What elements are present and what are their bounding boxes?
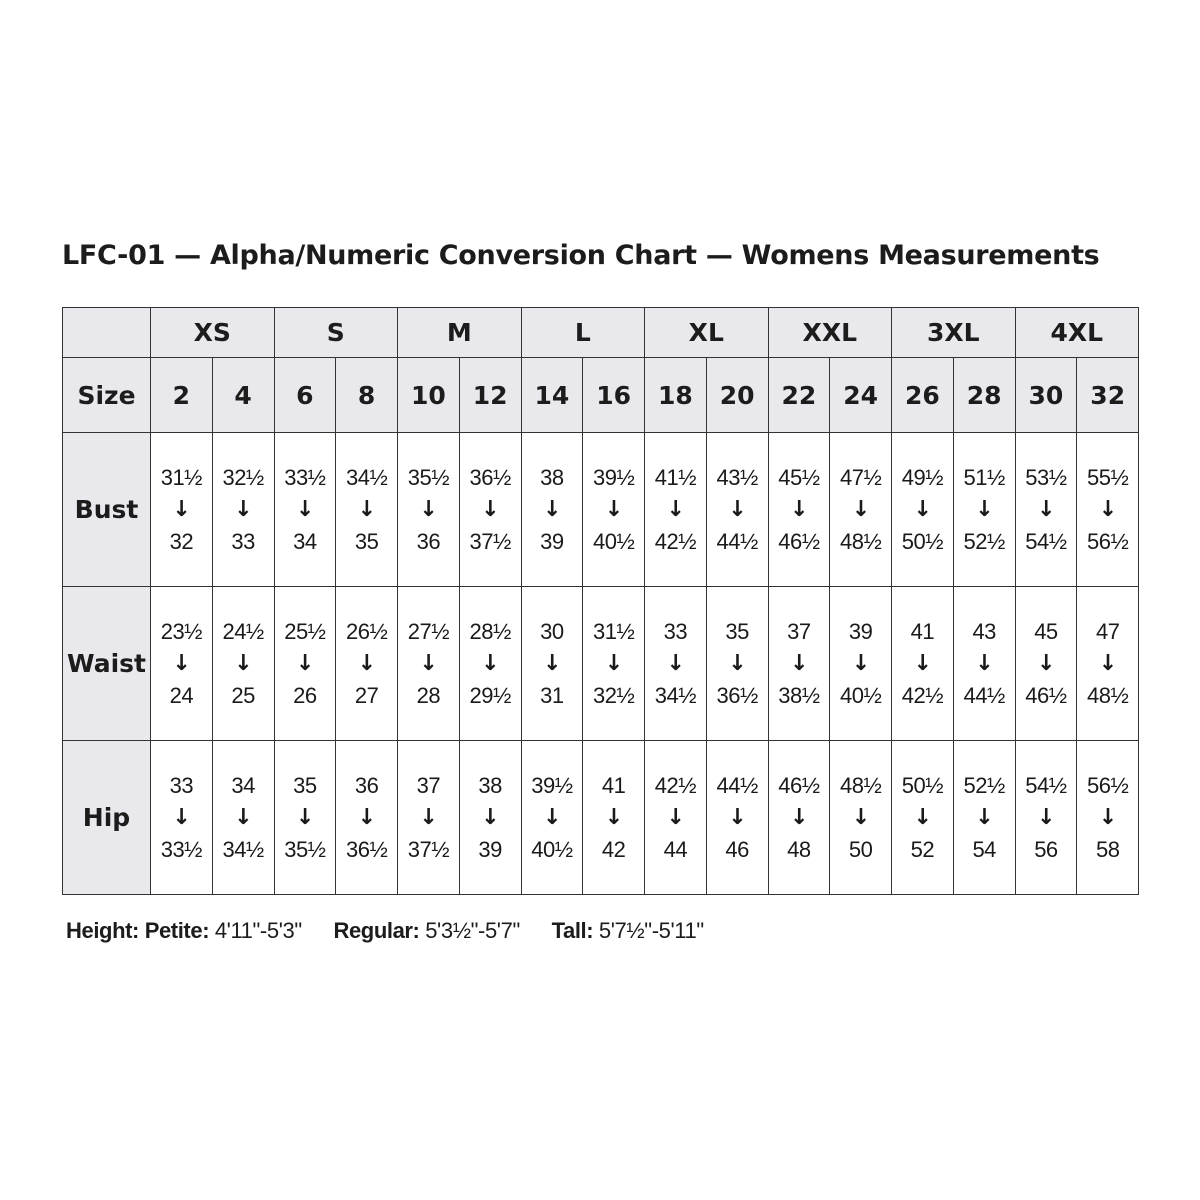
measurement-range-cell (1077, 433, 1139, 587)
arrow-down-icon: ↓ (172, 496, 191, 522)
arrow-down-icon: ↓ (357, 804, 376, 830)
range-min: 34 (231, 772, 255, 798)
range-min: 41 (601, 772, 626, 798)
arrow-down-icon: ↓ (789, 804, 808, 830)
measurement-range-cell (1015, 433, 1077, 587)
numeric-size-header: 22 (768, 358, 830, 433)
measurement-range-cell (953, 587, 1015, 741)
range-max: 38½ (778, 682, 820, 708)
range-min: 47 (1095, 618, 1120, 644)
range-max: 48½ (840, 528, 882, 554)
range-min: 43½ (716, 464, 758, 490)
alpha-size-header: 4XL (1015, 308, 1139, 358)
range-max: 36½ (716, 682, 758, 708)
arrow-down-icon: ↓ (419, 650, 438, 676)
numeric-size-header: 28 (953, 358, 1015, 433)
range-max: 32 (169, 528, 194, 554)
measurement-range-cell (459, 587, 521, 741)
range-min: 33 (169, 772, 194, 798)
numeric-size-header: 14 (521, 358, 583, 433)
measurement-range-cell (212, 433, 274, 587)
alpha-size-header: M (398, 308, 522, 358)
measurement-range-cell (768, 433, 830, 587)
range-min: 50½ (901, 772, 944, 798)
range-min: 51½ (963, 464, 1005, 490)
range-max: 34½ (654, 682, 697, 708)
range-max: 54½ (1025, 528, 1067, 554)
measurement-range-cell (645, 433, 707, 587)
range-max: 52½ (963, 528, 1005, 554)
range-min: 55½ (1087, 464, 1129, 490)
range-max: 37½ (407, 836, 450, 862)
range-min: 41½ (654, 464, 697, 490)
range-min: 34½ (345, 464, 388, 490)
numeric-size-header: 4 (212, 358, 274, 433)
range-max: 58 (1095, 836, 1120, 862)
range-max: 52 (910, 836, 935, 862)
arrow-down-icon: ↓ (975, 496, 994, 522)
height-label: Height: (66, 918, 139, 943)
arrow-down-icon: ↓ (604, 496, 623, 522)
measurement-range-cell (212, 741, 274, 895)
range-max: 26 (293, 682, 317, 708)
measurement-range-cell (274, 433, 336, 587)
measurement-range-cell (768, 741, 830, 895)
alpha-size-header: S (274, 308, 398, 358)
measurement-range-cell (830, 741, 892, 895)
measurement-range-cell (645, 587, 707, 741)
arrow-down-icon: ↓ (295, 804, 314, 830)
range-max: 48 (787, 836, 811, 862)
measurement-range-cell (459, 741, 521, 895)
measurement-range-cell (892, 741, 954, 895)
measurement-range-cell (151, 433, 213, 587)
arrow-down-icon: ↓ (295, 496, 314, 522)
measurement-range-cell (706, 741, 768, 895)
numeric-size-header: 16 (583, 358, 645, 433)
petite-value: 4'11"-5'3" (214, 918, 302, 943)
range-min: 52½ (963, 772, 1005, 798)
range-max: 33½ (160, 836, 203, 862)
range-max: 36 (416, 528, 441, 554)
measurement-range-cell (830, 587, 892, 741)
measurement-range-cell (892, 587, 954, 741)
range-min: 33½ (284, 464, 326, 490)
measurement-label: Waist (63, 587, 151, 741)
numeric-size-header: 12 (459, 358, 521, 433)
measurement-range-cell (151, 741, 213, 895)
alpha-size-header: 3XL (892, 308, 1016, 358)
measurement-range-cell (1015, 741, 1077, 895)
arrow-down-icon: ↓ (789, 650, 808, 676)
range-min: 56½ (1087, 772, 1129, 798)
range-max: 36½ (345, 836, 388, 862)
arrow-down-icon: ↓ (1036, 804, 1055, 830)
range-min: 26½ (345, 618, 388, 644)
range-max: 46½ (1025, 682, 1067, 708)
range-max: 27 (354, 682, 379, 708)
arrow-down-icon: ↓ (481, 650, 500, 676)
range-max: 42½ (901, 682, 944, 708)
numeric-size-header: 10 (398, 358, 460, 433)
regular-value: 5'3½"-5'7" (425, 918, 520, 943)
measurement-range-cell (336, 741, 398, 895)
arrow-down-icon: ↓ (1098, 496, 1117, 522)
range-min: 41 (910, 618, 935, 644)
range-max: 48½ (1087, 682, 1129, 708)
range-max: 35 (354, 528, 379, 554)
range-min: 38 (540, 464, 564, 490)
range-max: 24 (169, 682, 194, 708)
arrow-down-icon: ↓ (666, 496, 685, 522)
numeric-size-header-row (63, 358, 1139, 433)
range-max: 56½ (1087, 528, 1129, 554)
height-footnote (66, 918, 704, 944)
arrow-down-icon: ↓ (604, 804, 623, 830)
range-min: 30 (540, 618, 564, 644)
alpha-size-header-row (63, 308, 1139, 358)
arrow-down-icon: ↓ (419, 804, 438, 830)
range-max: 39 (540, 528, 564, 554)
range-min: 53½ (1025, 464, 1067, 490)
range-max: 32½ (592, 682, 635, 708)
numeric-size-header: 30 (1015, 358, 1077, 433)
measurement-range-cell (212, 587, 274, 741)
numeric-size-header: 26 (892, 358, 954, 433)
arrow-down-icon: ↓ (851, 650, 870, 676)
range-min: 39½ (592, 464, 635, 490)
measurement-range-cell (1077, 741, 1139, 895)
alpha-size-header: XS (151, 308, 275, 358)
range-min: 54½ (1025, 772, 1067, 798)
measurement-range-cell (336, 433, 398, 587)
measurement-range-cell (151, 587, 213, 741)
measurement-range-cell (706, 587, 768, 741)
range-max: 46 (725, 836, 749, 862)
measurement-range-cell (583, 587, 645, 741)
measurement-label: Hip (63, 741, 151, 895)
range-max: 46½ (778, 528, 820, 554)
petite-label: Petite: (144, 918, 210, 943)
arrow-down-icon: ↓ (728, 804, 747, 830)
measurement-range-cell (274, 587, 336, 741)
range-max: 44½ (963, 682, 1005, 708)
arrow-down-icon: ↓ (357, 650, 376, 676)
range-max: 44½ (716, 528, 758, 554)
size-row-label: Size (63, 358, 151, 433)
arrow-down-icon: ↓ (295, 650, 314, 676)
range-min: 38 (478, 772, 502, 798)
measurement-range-cell (336, 587, 398, 741)
range-max: 40½ (531, 836, 573, 862)
arrow-down-icon: ↓ (234, 804, 253, 830)
range-max: 42½ (654, 528, 697, 554)
regular-label: Regular: (333, 918, 420, 943)
measurement-range-cell (953, 741, 1015, 895)
range-max: 29½ (469, 682, 511, 708)
arrow-down-icon: ↓ (234, 650, 253, 676)
range-min: 37 (416, 772, 441, 798)
arrow-down-icon: ↓ (1036, 650, 1055, 676)
range-min: 47½ (840, 464, 882, 490)
alpha-size-header: XL (645, 308, 769, 358)
range-max: 37½ (469, 528, 511, 554)
range-max: 44 (663, 836, 688, 862)
measurement-label: Bust (63, 433, 151, 587)
measurement-range-cell (953, 433, 1015, 587)
measurement-range-cell (521, 587, 583, 741)
range-min: 31½ (592, 618, 635, 644)
arrow-down-icon: ↓ (789, 496, 808, 522)
range-min: 23½ (160, 618, 203, 644)
range-max: 25 (231, 682, 255, 708)
range-max: 40½ (840, 682, 882, 708)
range-min: 24½ (222, 618, 264, 644)
tall-label: Tall: (551, 918, 594, 943)
arrow-down-icon: ↓ (357, 496, 376, 522)
range-max: 35½ (284, 836, 326, 862)
measurement-range-cell (521, 741, 583, 895)
range-max: 42 (601, 836, 626, 862)
arrow-down-icon: ↓ (1098, 804, 1117, 830)
range-min: 31½ (160, 464, 203, 490)
arrow-down-icon: ↓ (542, 496, 561, 522)
range-max: 54 (972, 836, 996, 862)
measurement-range-cell (398, 433, 460, 587)
range-max: 31 (540, 682, 564, 708)
arrow-down-icon: ↓ (542, 650, 561, 676)
range-max: 50 (848, 836, 873, 862)
range-max: 56 (1034, 836, 1058, 862)
measurement-range-cell (768, 587, 830, 741)
arrow-down-icon: ↓ (1036, 496, 1055, 522)
range-max: 34 (293, 528, 317, 554)
arrow-down-icon: ↓ (975, 804, 994, 830)
range-min: 42½ (654, 772, 697, 798)
range-min: 45½ (778, 464, 820, 490)
range-max: 34½ (222, 836, 264, 862)
range-min: 35 (293, 772, 317, 798)
range-max: 33 (231, 528, 255, 554)
range-min: 28½ (469, 618, 511, 644)
arrow-down-icon: ↓ (1098, 650, 1117, 676)
arrow-down-icon: ↓ (666, 804, 685, 830)
range-min: 36 (354, 772, 379, 798)
range-min: 33 (663, 618, 688, 644)
arrow-down-icon: ↓ (975, 650, 994, 676)
arrow-down-icon: ↓ (481, 804, 500, 830)
measurement-range-cell (274, 741, 336, 895)
measurement-row-waist (63, 587, 1139, 741)
measurement-range-cell (583, 741, 645, 895)
range-min: 39½ (531, 772, 573, 798)
measurement-range-cell (459, 433, 521, 587)
range-min: 32½ (222, 464, 264, 490)
numeric-size-header: 6 (274, 358, 336, 433)
size-conversion-table (62, 307, 1139, 895)
measurement-range-cell (1077, 587, 1139, 741)
chart-title: LFC-01 — Alpha/Numeric Conversion Chart — Womens Measurements (62, 240, 1100, 271)
arrow-down-icon: ↓ (666, 650, 685, 676)
range-min: 49½ (901, 464, 944, 490)
arrow-down-icon: ↓ (419, 496, 438, 522)
numeric-size-header: 8 (336, 358, 398, 433)
arrow-down-icon: ↓ (913, 496, 932, 522)
range-min: 43 (972, 618, 996, 644)
range-min: 37 (787, 618, 811, 644)
range-max: 50½ (901, 528, 944, 554)
arrow-down-icon: ↓ (604, 650, 623, 676)
range-min: 46½ (778, 772, 820, 798)
measurement-range-cell (892, 433, 954, 587)
arrow-down-icon: ↓ (542, 804, 561, 830)
numeric-size-header: 24 (830, 358, 892, 433)
measurement-range-cell (521, 433, 583, 587)
measurement-range-cell (1015, 587, 1077, 741)
range-max: 40½ (592, 528, 635, 554)
alpha-size-header: XXL (768, 308, 892, 358)
range-min: 25½ (284, 618, 326, 644)
range-min: 35 (725, 618, 749, 644)
measurement-range-cell (398, 587, 460, 741)
range-max: 39 (478, 836, 502, 862)
arrow-down-icon: ↓ (913, 804, 932, 830)
corner-cell (63, 308, 151, 358)
measurement-range-cell (706, 433, 768, 587)
measurement-range-cell (645, 741, 707, 895)
range-min: 35½ (407, 464, 450, 490)
arrow-down-icon: ↓ (234, 496, 253, 522)
range-max: 28 (416, 682, 441, 708)
numeric-size-header: 2 (151, 358, 213, 433)
numeric-size-header: 18 (645, 358, 707, 433)
arrow-down-icon: ↓ (913, 650, 932, 676)
range-min: 48½ (840, 772, 882, 798)
range-min: 45 (1034, 618, 1058, 644)
alpha-size-header: L (521, 308, 645, 358)
measurement-row-bust (63, 433, 1139, 587)
measurement-range-cell (398, 741, 460, 895)
arrow-down-icon: ↓ (728, 650, 747, 676)
arrow-down-icon: ↓ (172, 650, 191, 676)
arrow-down-icon: ↓ (851, 804, 870, 830)
measurement-row-hip (63, 741, 1139, 895)
numeric-size-header: 32 (1077, 358, 1139, 433)
numeric-size-header: 20 (706, 358, 768, 433)
range-min: 39 (848, 618, 873, 644)
arrow-down-icon: ↓ (481, 496, 500, 522)
arrow-down-icon: ↓ (172, 804, 191, 830)
range-min: 27½ (407, 618, 450, 644)
range-min: 36½ (469, 464, 511, 490)
measurement-range-cell (830, 433, 892, 587)
tall-value: 5'7½"-5'11" (598, 918, 704, 943)
range-min: 44½ (716, 772, 758, 798)
measurements-body (63, 433, 1139, 895)
arrow-down-icon: ↓ (851, 496, 870, 522)
arrow-down-icon: ↓ (728, 496, 747, 522)
measurement-range-cell (583, 433, 645, 587)
